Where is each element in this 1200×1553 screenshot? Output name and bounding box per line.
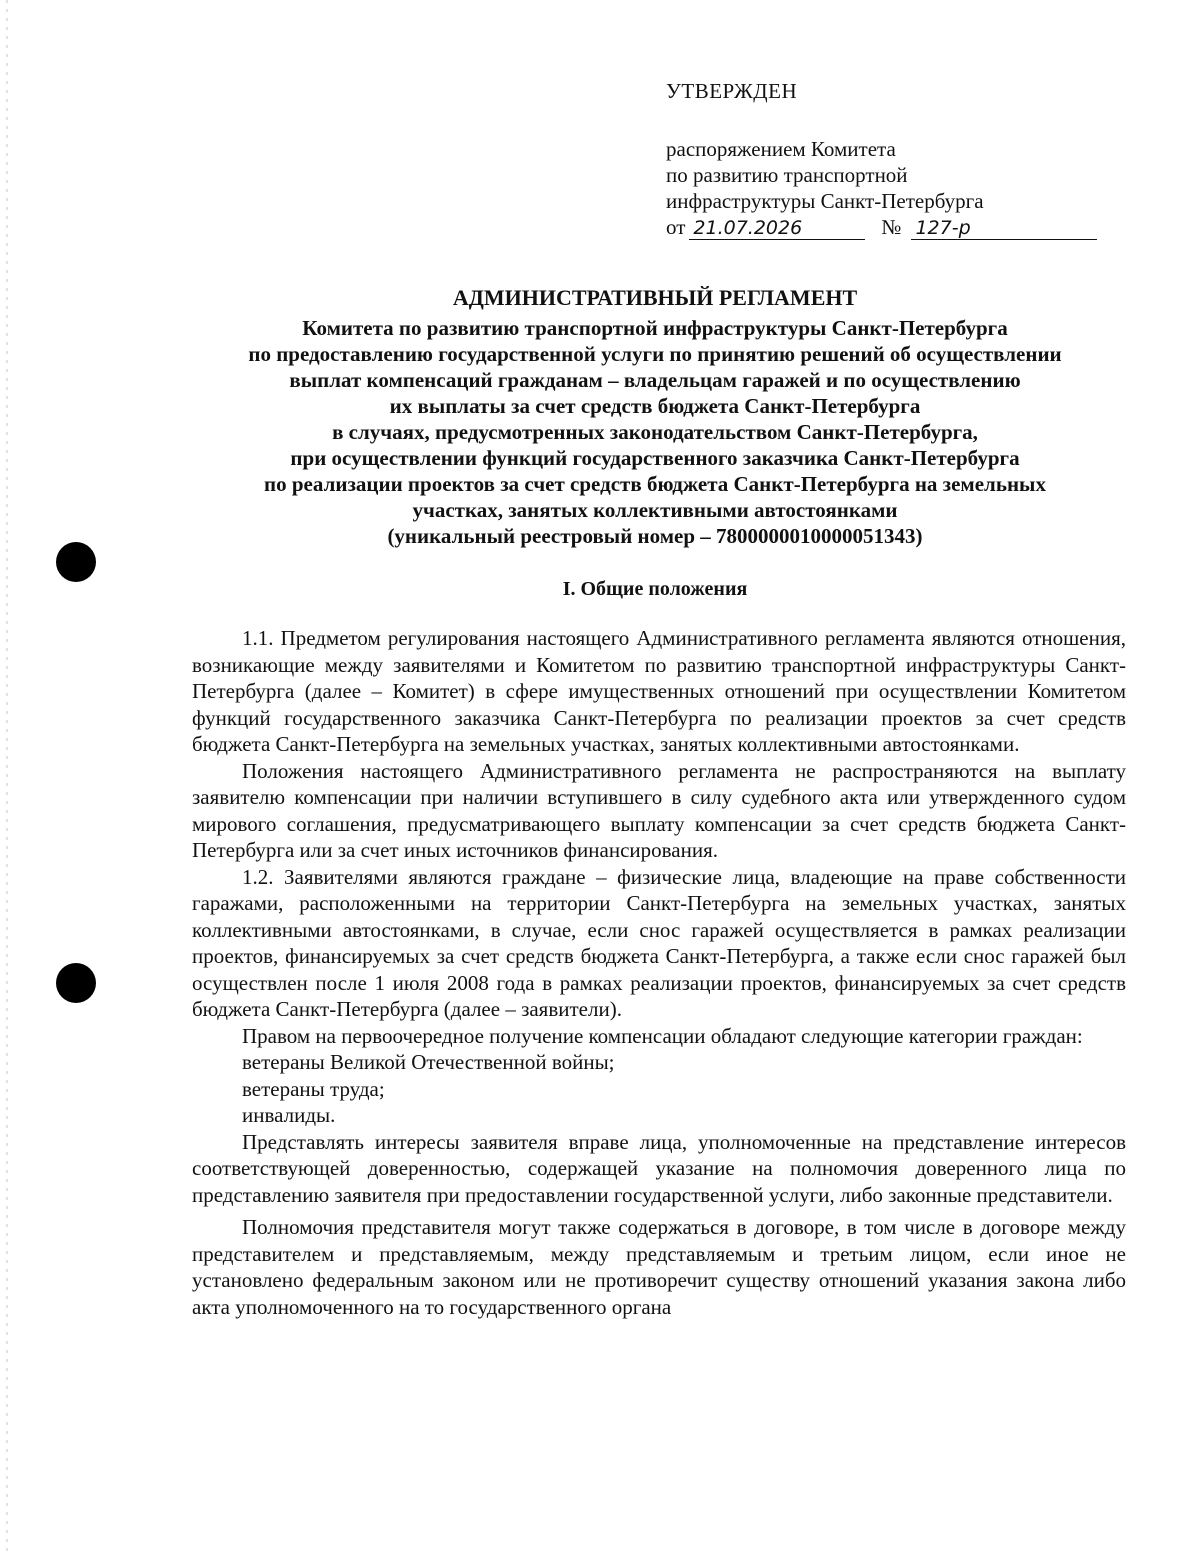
paragraph-priority: Правом на первоочередное получение компенсации обладают следующие категории граждан: [242, 1023, 1083, 1048]
heading-line-5: в случаях, предусмотренных законодательством Санкт-Петербурга, [332, 420, 978, 444]
paragraph-exclusion: Положения настоящего Административного регламента не распространяются на выплату заявителю компенсации при наличии вступившего в силу судебного акта или утвержденного судом мирового соглашения, предусматривающего выплату компенсации за счет средств бюджета Санкт-Петербурга или за счет иных источников финансирования. [192, 758, 1126, 862]
approval-title: УТВЕРЖДЕН [666, 79, 798, 103]
approval-line-2: по развитию транспортной [666, 163, 908, 187]
heading-line-2: по предоставлению государственной услуги по принятию решений об осуществлении [248, 342, 1062, 366]
date-label: от [666, 215, 686, 239]
list-item: ветераны Великой Отечественной войны; [242, 1050, 615, 1074]
paragraph-powers: Полномочия представителя могут также содержаться в договоре, в том числе в договоре между представителем и представляемым, между представляемым и третьим лицом, если иное не установлено федеральным законом или не противоречит существу отношений указания закона либо акта уполномоченного на то государственного органа [192, 1215, 1126, 1319]
approval-line-3: инфраструктуры Санкт-Петербурга [666, 189, 984, 213]
section-title: I. Общие положения [562, 578, 748, 600]
approval-line-1: распоряжением Комитета [666, 137, 896, 161]
handwritten-date: 21.07.2026 [689, 217, 865, 240]
list-item: ветераны труда; [242, 1076, 385, 1101]
heading-line-1: Комитета по развитию транспортной инфраструктуры Санкт-Петербурга [302, 316, 1008, 340]
document-heading [150, 285, 1160, 549]
document-title: АДМИНИСТРАТИВНЫЙ РЕГЛАМЕНТ [452, 285, 858, 310]
paragraph-representatives: Представлять интересы заявителя вправе лица, уполномоченные на представление интересов соответствующей доверенностью, содержащей указание на полномочия доверенного лица по представлению заявителя при предоставлении государственной услуги, либо законные представители. [192, 1129, 1126, 1207]
heading-line-6: при осуществлении функций государственного заказчика Санкт-Петербурга [290, 446, 1020, 470]
heading-line-7: по реализации проектов за счет средств бюджета Санкт-Петербурга на земельных [264, 472, 1046, 496]
approval-date-row [666, 214, 1106, 240]
document-body [192, 625, 1126, 1320]
scan-edge [6, 0, 8, 1553]
handwritten-number: 127-р [911, 217, 1097, 240]
heading-line-9: (уникальный реестровый номер – 7800000010000051343) [387, 524, 923, 548]
paragraph-1-1: 1.1. Предметом регулирования настоящего Административного регламента являются отношения, возникающие между заявителями и Комитетом по развитию транспортной инфраструктуры Санкт-Петербурга (далее – Комитет) в сфере имущественных отношений при осуществлении Комитетом функций государственного заказчика Санкт-Петербурга по реализации проектов за счет средств бюджета Санкт-Петербурга на земельных участках, занятых коллективными автостоянками. [192, 626, 1126, 756]
list-item: инвалиды. [242, 1103, 336, 1127]
heading-line-3: выплат компенсаций гражданам – владельцам гаражей и по осуществлению [289, 368, 1021, 392]
approval-block [666, 78, 1106, 240]
number-label: № [881, 215, 902, 239]
punch-hole-top [56, 542, 96, 582]
punch-hole-bottom [56, 963, 96, 1003]
paragraph-1-2: 1.2. Заявителями являются граждане – физические лица, владеющие на праве собственности гаражами, расположенными на территории Санкт-Петербурга на земельных участках, занятых коллективными автостоянками, в случае, если снос гаражей осуществляется в рамках реализации проектов, финансируемых за счет средств бюджета Санкт-Петербурга, а также если снос гаражей был осуществлен после 1 июля 2008 года в рамках реализации проектов, финансируемых за счет средств бюджета Санкт-Петербурга (далее – заявители). [192, 864, 1126, 1021]
heading-line-8: участках, занятых коллективными автостоянками [412, 498, 898, 522]
heading-line-4: их выплаты за счет средств бюджета Санкт-Петербурга [389, 394, 921, 418]
